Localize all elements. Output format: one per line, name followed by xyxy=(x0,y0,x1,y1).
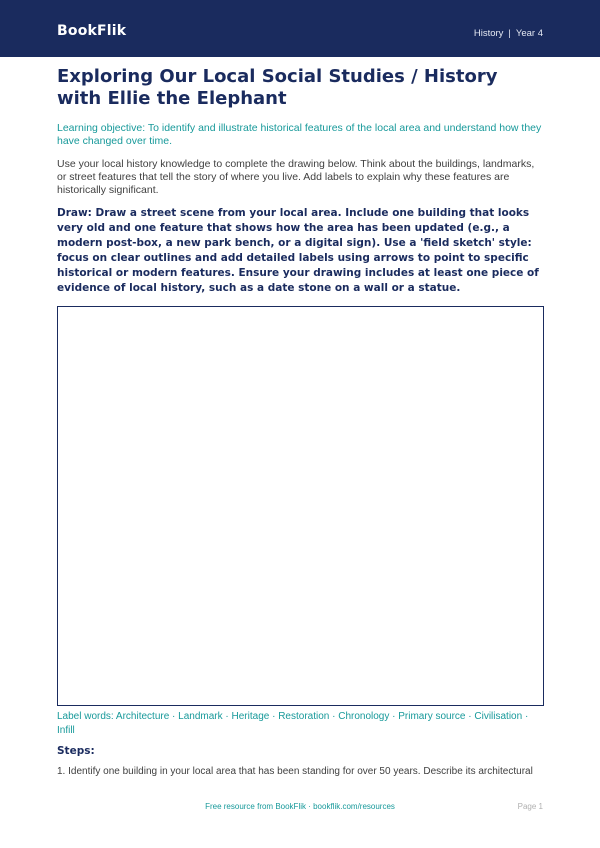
step-item: 1. Identify one building in your local area that has been standing for over 50 years. Describe its architectural xyxy=(57,766,533,777)
footer-text: Free resource from BookFlik · bookflik.com/resources xyxy=(205,802,395,811)
header-meta xyxy=(474,28,543,39)
worksheet-title: Exploring Our Local Social Studies / History with Ellie the Elephant xyxy=(57,66,498,109)
header-bar xyxy=(0,0,600,57)
year-label: Year 4 xyxy=(515,28,543,39)
steps-heading: Steps: xyxy=(57,745,95,757)
intro-text: Use your local history knowledge to complete the drawing below. Think about the buildings, landmarks, or street features that tell the story of where you live. Add labels to explain why these features are historically significant. xyxy=(57,158,535,196)
draw-instruction: Draw: Draw a street scene from your local area. Include one building that looks very old and one feature that shows how the area has been updated (e.g., a modern post-box, a new park bench, or a digital sign). Use a 'field sketch' style: focus on clear outlines and add detailed labels using arrows to point to specific historical or modern features. Ensure your drawing includes at least one piece of evidence of local history, such as a date stone on a wall or a statue. xyxy=(57,207,539,294)
learning-objective: Learning objective: To identify and illustrate historical features of the local area and understand how they have changed over time. xyxy=(57,122,542,147)
drawing-area[interactable] xyxy=(57,306,544,706)
label-words: Label words: Architecture · Landmark · Heritage · Restoration · Chronology · Primary source · Civilisation · Infill xyxy=(57,711,529,736)
meta-separator: | xyxy=(508,28,511,39)
page-number: Page 1 xyxy=(517,802,543,811)
subject-label: History xyxy=(473,28,504,39)
brand-logo: BookFlik xyxy=(57,23,127,39)
